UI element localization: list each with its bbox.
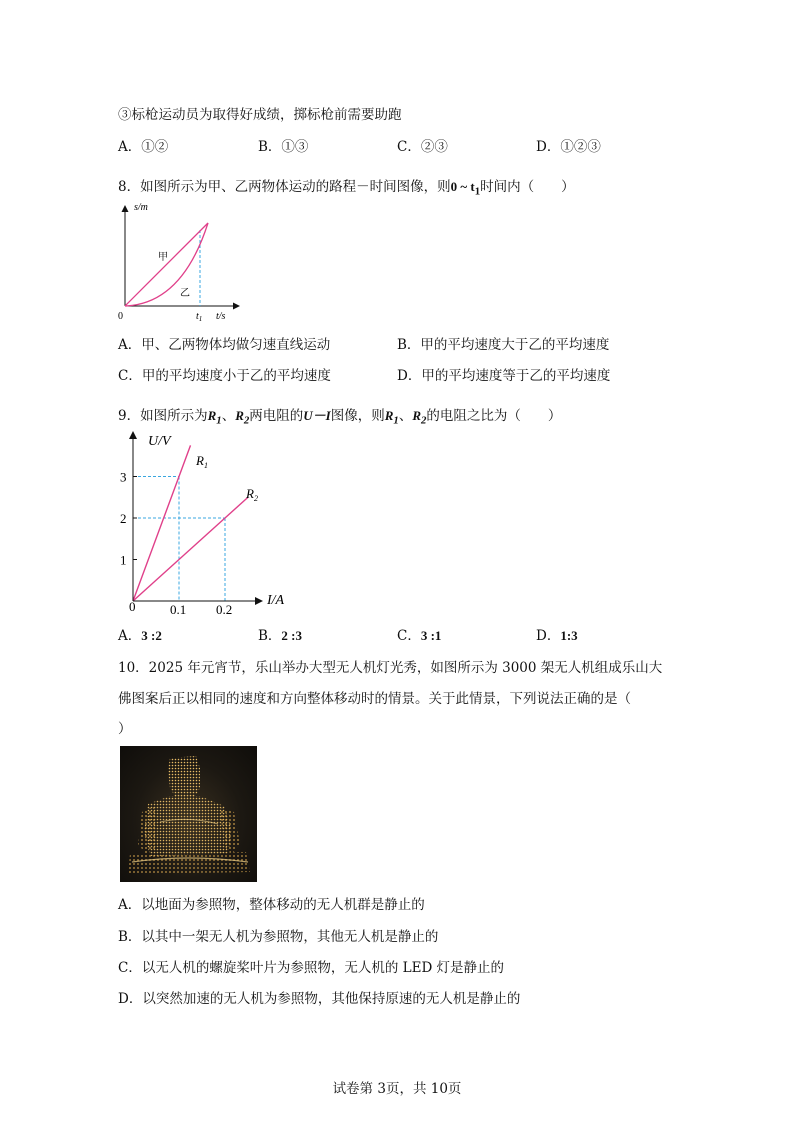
- q9-option-a-value: 3 :2: [141, 628, 162, 643]
- q10-option-b: B．以其中一架无人机为参照物，其他无人机是静止的: [118, 929, 439, 945]
- q9-label-r1: [195, 453, 208, 470]
- q9-x-tick-0.1: 0.1: [170, 602, 187, 617]
- q9-stem-text-2: 两电阻的: [249, 408, 304, 424]
- q9-y-tick-1: 1: [120, 552, 127, 568]
- q7-option-c: C．②③: [397, 139, 448, 155]
- q9-r1-text: R: [207, 408, 217, 423]
- page-footer: 试卷第 3页，共 10页: [332, 1081, 462, 1097]
- q8-t1-text: t: [196, 311, 199, 322]
- q9-x-label: [266, 593, 285, 608]
- q8-option-c: C．甲的平均速度小于乙的平均速度: [118, 368, 331, 384]
- q9-label-r2-sub: 2: [253, 494, 258, 503]
- q9-option-c-prefix: C．: [397, 628, 421, 644]
- q7-option-d: D．①②③: [536, 139, 601, 155]
- q9-option-b: [258, 624, 302, 644]
- q9-chart: [112, 428, 292, 618]
- q9-stem: [118, 404, 561, 427]
- q9-series-r2: [133, 497, 248, 601]
- q9-stem-text-4: 的电阻之比为（ ）: [426, 408, 562, 424]
- q9-option-c: [397, 624, 441, 644]
- q8-option-a: A．甲、乙两物体均做匀速直线运动: [118, 337, 331, 353]
- q9-r2-b: [412, 408, 427, 427]
- q9-label-r1-sub: 1: [203, 461, 208, 470]
- q9-r2-text: R: [235, 408, 244, 423]
- q9-y-tick-2: 2: [120, 511, 127, 526]
- q9-r1-b: [384, 408, 399, 427]
- q10-stem-line-3: ）: [118, 721, 132, 737]
- drone-buddha-image: [120, 746, 257, 882]
- q8-t1-label: [196, 311, 202, 322]
- q10-stem-line-1: 10．2025 年元宵节，乐山举办大型无人机灯光秀，如图所示为 3000 架无人机组成乐山大: [118, 660, 663, 676]
- q8-stem-math: [450, 179, 481, 198]
- q8-stem-text: 8．如图所示为甲、乙两物体运动的路程－时间图像，则: [118, 179, 451, 195]
- q9-stem-text-3: 图像，则: [330, 408, 385, 424]
- q8-line-jia: [125, 223, 208, 306]
- q9-option-b-value: 2 :3: [281, 628, 303, 643]
- q9-y-label-text: U/V: [148, 434, 171, 449]
- q9-y-tick-3: 3: [120, 469, 127, 485]
- q9-option-d-value: 1:3: [560, 628, 578, 643]
- q8-origin: 0: [118, 311, 123, 322]
- q9-sep-2: 、: [398, 408, 413, 424]
- q9-stem-text: 9．如图所示为: [118, 408, 208, 424]
- q9-series-r1: [133, 445, 191, 601]
- q9-label-r2-text: R: [246, 486, 254, 501]
- q8-t1-sub: 1: [198, 315, 203, 322]
- q8-option-b: B．甲的平均速度大于乙的平均速度: [397, 337, 610, 353]
- q9-x-label-text: I/A: [267, 593, 285, 608]
- q9-r1-sub: 1: [216, 414, 222, 427]
- q9-y-label: [148, 434, 172, 449]
- q8-math-text: 0 ~ t: [450, 179, 475, 194]
- q9-r2: [235, 408, 250, 427]
- q8-stem-tail: 时间内（ ）: [480, 179, 575, 195]
- q7-option-b: B．①③: [258, 139, 309, 155]
- q10-option-d: D．以突然加速的无人机为参照物，其他保持原速的无人机是静止的: [118, 991, 521, 1007]
- q8-label-yi: 乙: [180, 288, 190, 299]
- q8-stem: [118, 175, 575, 198]
- q10-stem-line-2: 佛图案后正以相同的速度和方向整体移动时的情景。关于此情景，下列说法正确的是（: [118, 691, 631, 707]
- q8-y-label: s/m: [134, 202, 148, 213]
- drone-buddha-photo: [120, 746, 257, 882]
- q9-r2b-sub: 2: [421, 414, 427, 427]
- q9-origin: 0: [129, 599, 136, 614]
- q9-option-d-prefix: D．: [536, 628, 561, 644]
- q9-r1: [207, 408, 222, 427]
- q7-item-3: ③标枪运动员为取得好成绩，掷标枪前需要助跑: [118, 107, 402, 123]
- q9-option-a-prefix: A．: [118, 628, 142, 644]
- q9-r2-sub: 2: [243, 414, 250, 427]
- q9-sep: 、: [221, 408, 236, 424]
- q9-x-tick-0.2: 0.2: [216, 602, 233, 617]
- q9-option-a: [118, 624, 162, 644]
- q8-math-sub: 1: [474, 185, 481, 198]
- q7-option-a: A．①②: [118, 139, 169, 155]
- q8-x-label: t/s: [216, 311, 226, 322]
- q9-label-r2: [245, 486, 258, 503]
- q8-graph: [112, 200, 242, 322]
- q9-r1b-sub: 1: [393, 414, 399, 427]
- q9-r2b-text: R: [412, 408, 421, 423]
- q8-option-d: D．甲的平均速度等于乙的平均速度: [397, 368, 611, 384]
- q9-r1b-text: R: [384, 408, 394, 423]
- q10-option-a: A．以地面为参照物，整体移动的无人机群是静止的: [118, 897, 425, 913]
- q10-option-c: C．以无人机的螺旋桨叶片为参照物，无人机的 LED 灯是静止的: [118, 960, 505, 976]
- q9-option-d: [536, 624, 578, 644]
- q9-option-b-prefix: B．: [258, 628, 282, 644]
- q9-option-c-value: 3 :1: [420, 628, 442, 643]
- q9-label-r1-text: R: [196, 453, 204, 468]
- q9-ui: U－I: [303, 408, 331, 423]
- q8-label-jia: 甲: [158, 252, 168, 263]
